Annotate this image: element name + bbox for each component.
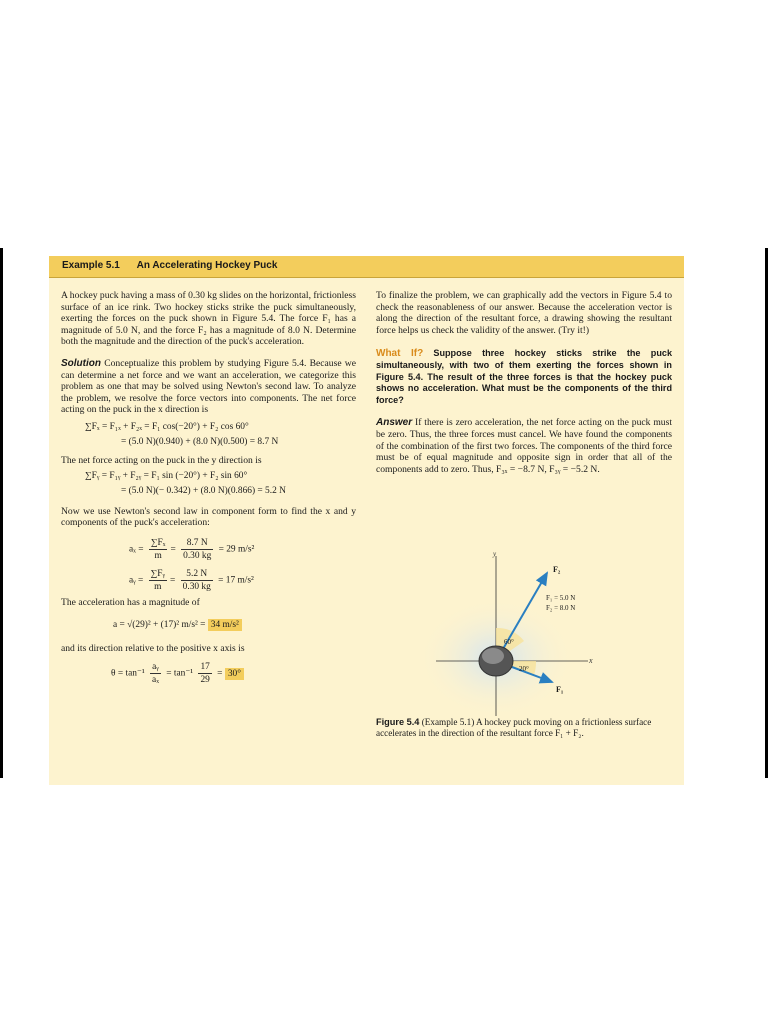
ay-numerator-2: 5.2 N bbox=[181, 568, 213, 581]
whatif-label: What If? bbox=[376, 348, 424, 360]
answer-paragraph bbox=[376, 417, 672, 475]
theta-mid: = tan⁻¹ bbox=[166, 668, 194, 679]
f1-vector-label: F₁ bbox=[556, 685, 564, 694]
ay-fraction-2 bbox=[181, 568, 213, 593]
intro-paragraph: A hockey puck having a mass of 0.30 kg slides on the horizontal, frictionless surface of an ice rink. Two hockey sticks strike the puck simultaneously, exerting the forces on the puck shown in Figure 5.4. The force F₁ has a magnitude of 5.0 N, and the force F₂ has a magnitude of 8.0 N. Determine both the magnitude and the direction of the puck's acceleration. bbox=[61, 290, 356, 348]
figure-5-4-diagram bbox=[376, 548, 676, 720]
ax-result: = 29 m/s² bbox=[218, 544, 255, 555]
ax-denominator-2: 0.30 kg bbox=[183, 550, 212, 561]
solution-paragraph bbox=[61, 358, 356, 416]
ax-numerator-2: 8.7 N bbox=[181, 537, 213, 550]
equation-theta: θ = tan⁻¹ $\frac{\text{aᵧ}}{\text{aₓ}}$ = tan⁻¹ $\frac{17}{29}$ = 30° bbox=[111, 661, 356, 686]
figure-caption-label: Figure 5.4 bbox=[376, 717, 420, 727]
left-column bbox=[61, 290, 356, 686]
equation-ay: aᵧ = $\frac{\text{∑Fᵧ}}{m}$ = $\frac{5.2 N}{0.30 kg}$ = 17 m/s² bbox=[129, 568, 254, 592]
left-frame-edge bbox=[0, 248, 3, 778]
legend-f2: F₂ = 8.0 N bbox=[546, 604, 576, 612]
finalize-paragraph: To finalize the problem, we can graphically add the vectors in Figure 5.4 to check the reasonableness of our answer. Because the acceleration vector is along the direction of the resultant force, a drawing showing the resultant force helps us check the validity of the answer. (Try it!) bbox=[376, 290, 672, 336]
example-number: Example 5.1 bbox=[62, 260, 120, 271]
ay-result: = 17 m/s² bbox=[218, 575, 254, 586]
text-y-direction: The net force acting on the puck in the y direction is bbox=[61, 454, 262, 466]
theta-fraction-1 bbox=[150, 661, 161, 686]
theta-result-highlight: 30° bbox=[225, 668, 244, 680]
magnitude-result-highlight: 34 m/s² bbox=[208, 619, 242, 631]
equation-sum-fy: ∑Fᵧ = F₁ᵧ + F₂ᵧ = F₁ sin (−20°) + F₂ sin 60° bbox=[85, 470, 248, 481]
example-header bbox=[62, 260, 277, 271]
x-axis-label: x bbox=[589, 656, 593, 665]
example-panel bbox=[49, 256, 684, 785]
right-column bbox=[376, 290, 672, 475]
text-magnitude: The acceleration has a magnitude of bbox=[61, 596, 200, 608]
theta-numerator-2: 17 bbox=[200, 661, 210, 672]
angle-60-label: 60° bbox=[504, 638, 514, 646]
equation-sum-fx: ∑Fₓ = F₁ₓ + F₂ₓ = F₁ cos(−20°) + F₂ cos 60° bbox=[85, 421, 249, 432]
whatif-paragraph bbox=[376, 348, 672, 406]
legend-f1: F₁ = 5.0 N bbox=[546, 594, 576, 602]
ay-denominator-1: m bbox=[154, 581, 162, 592]
solution-text: Conceptualize this problem by studying Figure 5.4. Because we can determine a net force and we want an acceleration, we categorize this problem as one that may be solved using Newton's second law. To analyze the problem, we resolve the force vectors into components. The net force acting on the puck in the x direction is bbox=[61, 357, 356, 416]
figure-caption bbox=[376, 717, 676, 739]
ax-denominator-1: m bbox=[154, 550, 162, 561]
equation-fy-value: = (5.0 N)(− 0.342) + (8.0 N)(0.866) = 5.2 N bbox=[121, 485, 286, 496]
puck-highlight bbox=[482, 648, 504, 664]
text-newton-second-law: Now we use Newton's second law in component form to find the x and y components of the puck's acceleration: bbox=[61, 505, 356, 529]
ay-numerator-1: ∑Fᵧ bbox=[150, 568, 166, 579]
ay-denominator-2: 0.30 kg bbox=[182, 581, 211, 592]
ax-fraction-2 bbox=[181, 537, 213, 562]
equation-ax: aₓ = $\frac{\text{∑Fₓ}}{m}$ = $\frac{8.7 N}{0.30 kg}$ = 29 m/s² bbox=[129, 537, 255, 561]
theta-denominator-1: aₓ bbox=[152, 674, 159, 685]
example-title: An Accelerating Hockey Puck bbox=[136, 260, 278, 271]
answer-text: If there is zero acceleration, the net force acting on the puck must be zero. Thus, the three forces must cancel. We have found the components of the combination of the first two forces. The components of the third force must be of equal magnitude and opposite sign in order that all of the components add to zero. Thus, F₃ₓ = −8.7 N, F₃ᵧ = −5.2 N. bbox=[376, 417, 672, 475]
y-axis-label: y bbox=[493, 550, 497, 558]
ay-lhs: aᵧ = bbox=[129, 575, 144, 586]
ax-numerator-1: ∑Fₓ bbox=[150, 537, 166, 548]
ay-fraction-1 bbox=[149, 568, 167, 593]
example-header-bar bbox=[49, 256, 684, 278]
solution-label: Solution bbox=[61, 357, 101, 369]
theta-lhs: θ = tan⁻¹ bbox=[111, 668, 145, 679]
theta-denominator-2: 29 bbox=[200, 674, 210, 685]
whatif-text: Suppose three hockey sticks strike the puck simultaneously, with two of them exerting the forces shown in Figure 5.4. The result of the three forces is that the hockey puck shows no acceleration. What must be the components of the third force? bbox=[376, 348, 672, 405]
magnitude-expression: a = √(29)² + (17)² m/s² = bbox=[113, 620, 206, 631]
theta-fraction-2 bbox=[198, 661, 211, 686]
ax-fraction-1 bbox=[149, 537, 168, 562]
figure-caption-text: (Example 5.1) A hockey puck moving on a frictionless surface accelerates in the direction of the resultant force F₁ + F₂. bbox=[376, 717, 652, 739]
angle-20-label: 20° bbox=[519, 665, 529, 673]
ax-lhs: aₓ = bbox=[129, 544, 144, 555]
f2-vector-label: F₂ bbox=[553, 565, 561, 574]
text-direction: and its direction relative to the positive x axis is bbox=[61, 643, 245, 655]
equation-magnitude bbox=[113, 619, 356, 631]
answer-label: Answer bbox=[376, 417, 413, 429]
theta-numerator-1: aᵧ bbox=[150, 661, 161, 674]
equation-fx-value: = (5.0 N)(0.940) + (8.0 N)(0.500) = 8.7 N bbox=[121, 436, 279, 447]
